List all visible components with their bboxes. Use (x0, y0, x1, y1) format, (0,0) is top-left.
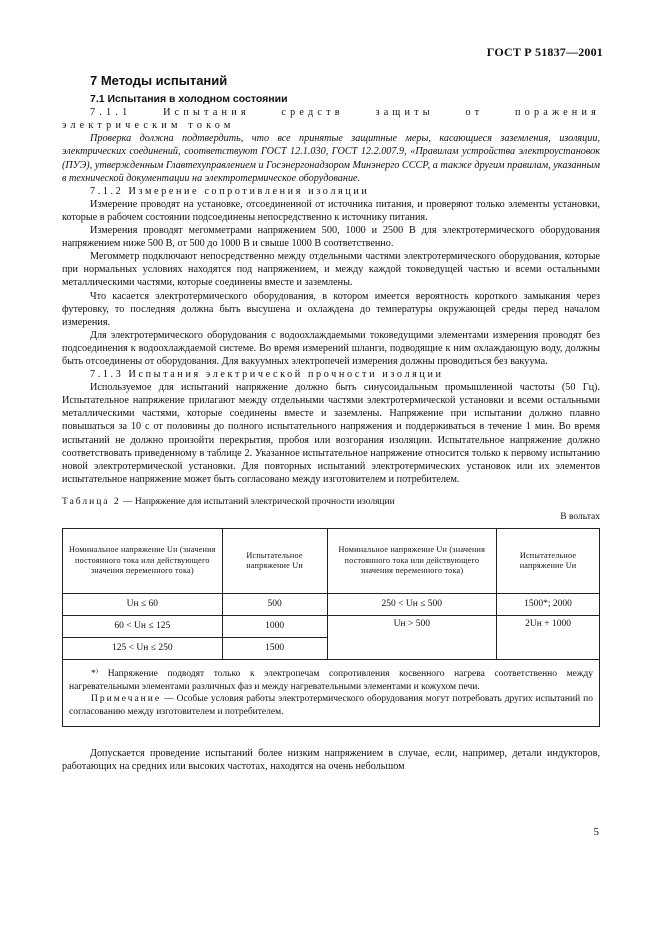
table-note-label: Примечание (91, 694, 162, 705)
table-cell: 60 < Uн ≤ 125 (63, 616, 223, 638)
page-content (62, 74, 600, 773)
table-cell: 500 (222, 594, 327, 616)
table-notes-row (63, 660, 600, 727)
table-cell: 1500*; 2000 (497, 594, 600, 616)
subsection-title: 7.1 Испытания в холодном состоянии (90, 93, 288, 106)
document-id: ГОСТ Р 51837—2001 (486, 45, 603, 59)
table-note-text: — Особые условия работы электротермического оборудования могут потребовать других испытаний по согласованию между изготовителем и потребителем. (69, 694, 593, 717)
table-cell: 1000 (222, 616, 327, 638)
clause-712-para: Мегомметр подключают непосредственно между отдельными частями электротермического оборудования, которые при нормальных условиях находятся под напряжением, и между каждой токоведущей частью и всеми остальными металлическими частями, которые соединены вместе и заземлены. (62, 251, 600, 289)
table-unit: В вольтах (560, 512, 600, 522)
clause-712-heading: 7.1.2 Измерение сопротивления изоляции (90, 185, 370, 197)
table-caption-text: — Напряжение для испытаний электрической прочности изоляции (120, 496, 395, 507)
table-header-row (63, 529, 600, 594)
clause-712-para: Что касается электротермического оборудования, в котором имеется вероятность короткого замыкания через футеровку, то последняя должна быть высушена и охлаждена до температуры окружающей среды перед началом измерения. (62, 290, 600, 328)
table-note (69, 693, 593, 718)
page-number: 5 (593, 826, 599, 838)
table-cell: 1500 (222, 638, 327, 660)
table-footnote: *⁾ Напряжение подводят только к электропечам сопротивления косвенного нагрева соответственно между нагревательными элементами различных фаз и между нагревательными элементами и кожухом печи. (69, 669, 593, 692)
table-row (63, 616, 600, 638)
clause-712-para: Для электротермического оборудования с водоохлаждаемыми токоведущими элементами измерения проводят без подсоединения к водоохлаждаемой системе. Во время измерений шланги, подводящие к ним охлаждающую воду, должны быть отсоединены от оборудования. Для вакуумных электропечей измерения должны проводиться без вакуума. (62, 329, 600, 367)
clause-713-text: Используемое для испытаний напряжение должно быть синусоидальным промышленной частоты (50 Гц). Испытательное напряжение прилагают между отдельными частями электротермической установки и всеми остальными металлическими частями, которые соединены вместе и заземлены. Напряжение при испытании должно плавно повышаться за 10 с от половины до полного испытательного напряжения и поддерживаться в течение 1 мин. Во время испытаний не должно произойти перекрытия, пробоя или возгорания изоляции. Испытательное напряжение должно соответствовать приведенному в таблице 2. Указанное испытательное напряжение относится только к первому испытанию новой электротермической установки. Для повторных испытаний электротермических установок или их элементов испытательное напряжение может быть согласовано между изготовителем и потребителем. (62, 382, 600, 485)
clause-711-heading: 7.1.1 Испытания средств защиты от поражения электрическим током (62, 107, 600, 132)
table-header-cell: Испытательное напряжение Uи (497, 529, 600, 594)
voltage-table (62, 528, 600, 727)
table-caption-label: Таблица 2 (62, 496, 121, 507)
table-row (63, 594, 600, 616)
table-cell: 250 < Uн ≤ 500 (327, 594, 497, 616)
table-header-cell: Номинальное напряжение Uн (значения постоянного тока или действующего значения переменного тока) (63, 529, 223, 594)
table-header-cell: Номинальное напряжение Uн (значения постоянного тока или действующего значения переменного тока) (327, 529, 497, 594)
clause-712-para: Измерения проводят мегомметрами напряжением 500, 1000 и 2500 В для электротермического оборудования напряжением ниже 500 В, от 500 до 1000 В и свыше 1000 В соответственно. (62, 225, 600, 250)
table-cell: 2Uн + 1000 (497, 616, 600, 660)
table-caption (62, 496, 600, 509)
table-header-cell: Испытательное напряжение Uи (222, 529, 327, 594)
clause-712-para: Измерение проводят на установке, отсоединенной от источника питания, и проверяют только элементы установки, которые в рабочем состоянии подсоединены непосредственно к источнику питания. (62, 198, 600, 223)
table-cell: Uн > 500 (327, 616, 497, 660)
clause-713-heading: 7.1.3 Испытания электрической прочности изоляции (90, 369, 444, 381)
table-cell: 125 < Uн ≤ 250 (63, 638, 223, 660)
table-notes (63, 660, 600, 727)
table-cell: Uн ≤ 60 (63, 594, 223, 616)
continuation-paragraph: Допускается проведение испытаний более низким напряжением в случае, если, например, детали индукторов, работающих на средних или высоких частотах, находятся на очень небольшом (62, 748, 600, 773)
section-title: 7 Методы испытаний (90, 73, 228, 88)
clause-711-text: Проверка должна подтвердить, что все принятые защитные меры, касающиеся заземления, изоляции, электрических соединений, соответствуют ГОСТ 12.1.030, ГОСТ 12.2.007.9, «Правилам устройства электроустановок (ПУЭ), утвержденным Главтехуправлением и Госэнергонадзором Минэнерго СССР, а также другим правилам, указанным в технической документации на электротермическое оборудование. (62, 133, 600, 184)
